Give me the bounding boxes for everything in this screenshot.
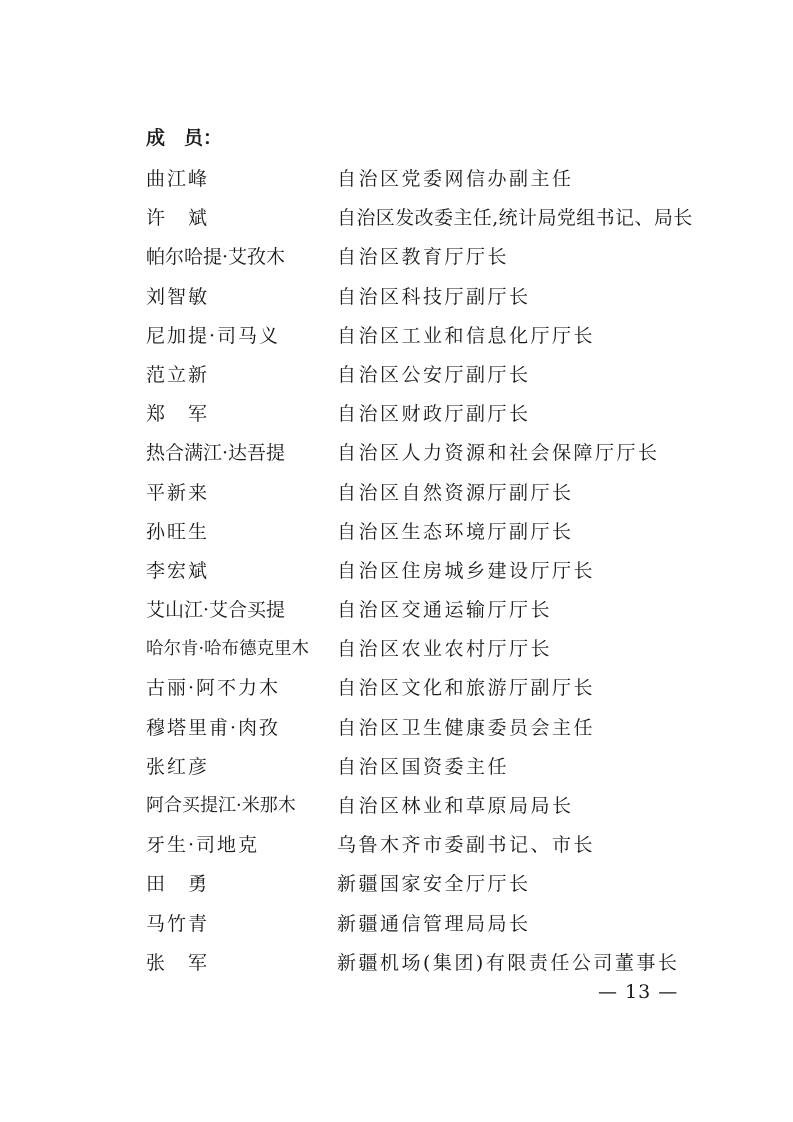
list-item: [146, 943, 706, 982]
member-title: 自治区科技厅副厅长: [337, 285, 531, 308]
member-title: 新疆通信管理局局长: [337, 912, 531, 935]
member-title: 自治区农业农村厅厅长: [337, 638, 553, 661]
member-name: 尼加提·司马义: [146, 324, 281, 347]
member-name: 阿合买提江·米那木: [146, 795, 296, 816]
list-item: [146, 433, 706, 472]
list-item: [146, 512, 706, 551]
page-number: — 13 —: [598, 981, 679, 1003]
member-list: [146, 159, 706, 982]
list-item: [146, 668, 706, 707]
member-title: 自治区教育厅厅长: [337, 246, 510, 269]
member-title: 自治区工业和信息化厅厅长: [337, 324, 596, 347]
member-name: 古丽·阿不力木: [146, 677, 281, 700]
member-title: 自治区自然资源厅副厅长: [337, 481, 574, 504]
member-title: 自治区发改委主任,统计局党组书记、局长: [337, 207, 693, 230]
list-item: [146, 551, 706, 590]
member-title: 自治区文化和旅游厅副厅长: [337, 677, 596, 700]
member-name: 范立新: [146, 363, 210, 386]
member-name: 平新来: [146, 481, 210, 504]
member-name: 曲江峰: [146, 168, 210, 190]
section-heading: 成 员：: [146, 127, 223, 149]
member-title: 自治区公安厅副厅长: [337, 363, 531, 386]
member-name: 许 斌: [146, 207, 210, 230]
member-title: 新疆机场(集团)有限责任公司董事长: [337, 951, 680, 974]
member-name: 穆塔里甫·肉孜: [146, 716, 281, 739]
member-name: 李宏斌: [146, 559, 210, 582]
list-item: [146, 786, 706, 825]
member-name: 热合满江·达吾提: [146, 442, 286, 465]
list-item: [146, 590, 706, 629]
list-item: [146, 355, 706, 394]
member-title: 乌鲁木齐市委副书记、市长: [337, 834, 596, 857]
list-item: [146, 394, 706, 433]
member-name: 张红彦: [146, 755, 210, 778]
member-title: 自治区卫生健康委员会主任: [337, 716, 596, 739]
list-item: [146, 904, 706, 943]
list-item: [146, 316, 706, 355]
member-name: 马竹青: [146, 912, 210, 935]
member-name: 哈尔肯·哈布德克里木: [146, 639, 310, 660]
member-title: 自治区党委网信办副主任: [337, 168, 574, 190]
list-item: [146, 198, 706, 237]
member-title: 新疆国家安全厅厅长: [337, 873, 531, 896]
member-name: 牙生·司地克: [146, 834, 260, 857]
member-title: 自治区林业和草原局局长: [337, 795, 574, 817]
member-name: 孙旺生: [146, 520, 210, 543]
list-item: [146, 629, 706, 668]
member-title: 自治区住房城乡建设厅厅长: [337, 559, 596, 582]
list-item: [146, 825, 706, 864]
member-name: 张 军: [146, 951, 210, 974]
member-title: 自治区生态环境厅副厅长: [337, 520, 574, 543]
member-name: 田 勇: [146, 873, 210, 896]
member-title: 自治区人力资源和社会保障厅厅长: [337, 442, 660, 465]
list-item: [146, 277, 706, 316]
list-item: [146, 159, 706, 198]
member-title: 自治区财政厅副厅长: [337, 403, 531, 426]
list-item: [146, 237, 706, 276]
member-name: 刘智敏: [146, 285, 210, 308]
list-item: [146, 473, 706, 512]
member-title: 自治区交通运输厅厅长: [337, 599, 553, 622]
member-name: 郑 军: [146, 403, 210, 426]
list-item: [146, 747, 706, 786]
list-item: [146, 864, 706, 903]
member-title: 自治区国资委主任: [337, 755, 510, 778]
member-name: 帕尔哈提·艾孜木: [146, 246, 286, 269]
member-name: 艾山江·艾合买提: [146, 599, 286, 622]
list-item: [146, 708, 706, 747]
